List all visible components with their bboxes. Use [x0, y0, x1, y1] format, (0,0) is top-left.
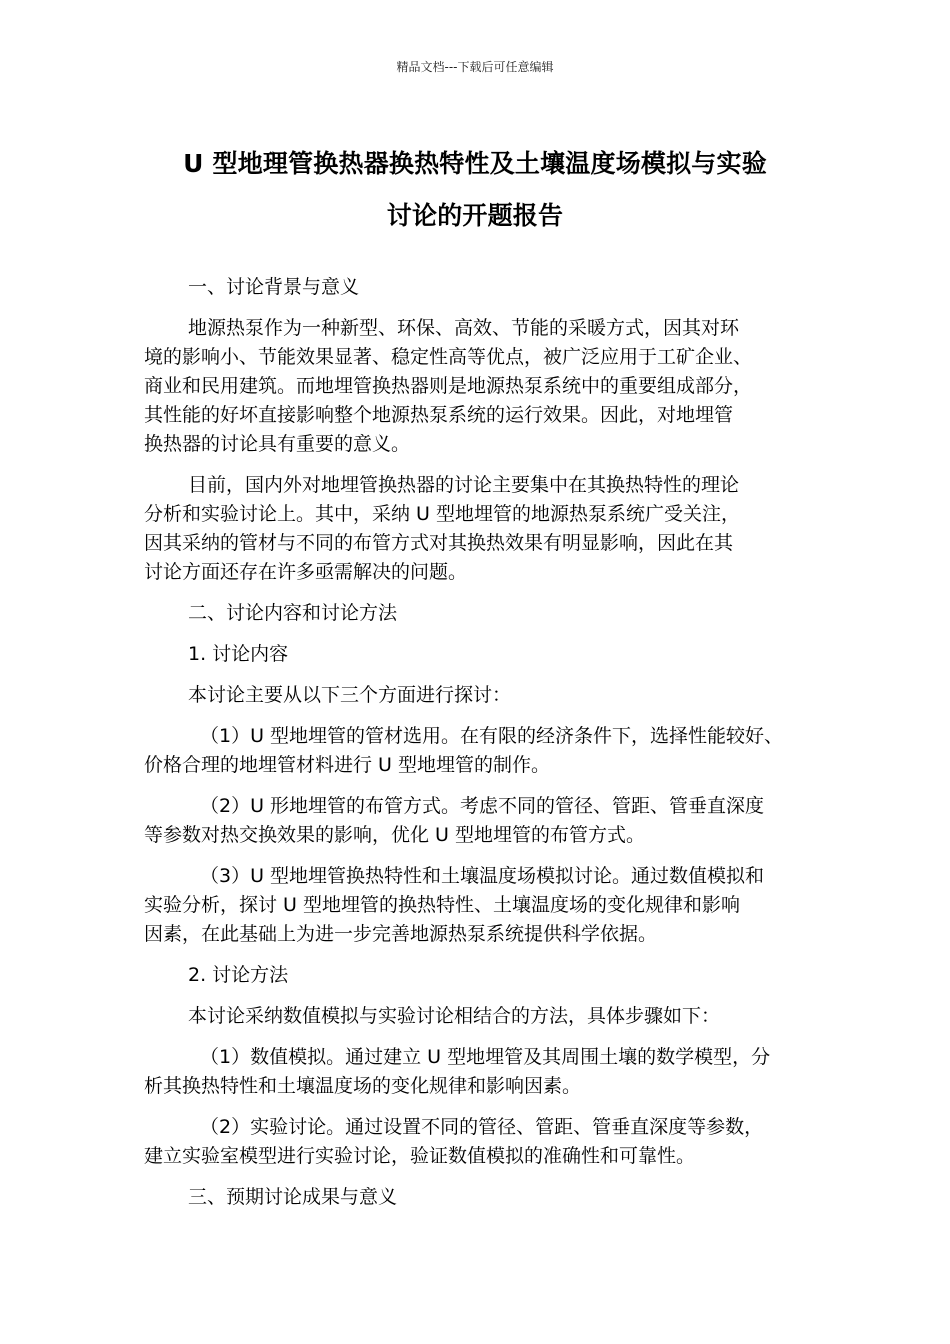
- text-line: 商业和民用建筑。而地埋管换热器则是地源热泵系统中的重要组成部分，: [144, 375, 753, 397]
- research-methods-item-2: [144, 1113, 816, 1171]
- research-content-intro: 本讨论主要从以下三个方面进行探讨：: [188, 684, 512, 706]
- text-line: 因素，在此基础上为进一步完善地源热泵系统提供科学依据。: [144, 923, 658, 945]
- subheading-research-methods: 2. 讨论方法: [188, 964, 289, 986]
- text-line: 讨论方面还存在许多亟需解决的问题。: [144, 561, 468, 583]
- title-line-2: 讨论的开题报告: [386, 201, 564, 230]
- section-heading-expected-results: 三、预期讨论成果与意义: [188, 1186, 398, 1208]
- text-line: 因其采纳的管材与不同的布管方式对其换热效果有明显影响，因此在其: [144, 532, 734, 554]
- text-line: 目前，国内外对地埋管换热器的讨论主要集中在其换热特性的理论: [188, 474, 740, 496]
- document-body: [144, 273, 816, 1224]
- research-methods-intro: 本讨论采纳数值模拟与实验讨论相结合的方法，具体步骤如下：: [188, 1005, 721, 1027]
- text-line: 地源热泵作为一种新型、环保、高效、节能的采暖方式，因其对环: [188, 317, 740, 339]
- research-content-item-3: [144, 862, 816, 949]
- text-line: （3）U 型地埋管换热特性和土壤温度场模拟讨论。通过数值模拟和: [200, 865, 765, 887]
- text-line: 分析和实验讨论上。其中，采纳 U 型地埋管的地源热泵系统广受关注，: [144, 503, 740, 525]
- text-line: 实验分析，探讨 U 型地埋管的换热特性、土壤温度场的变化规律和影响: [144, 894, 740, 916]
- research-content-item-2: [144, 792, 816, 850]
- paragraph-background-1: [144, 314, 816, 459]
- text-line: （1）数值模拟。通过建立 U 型地埋管及其周围土壤的数学模型，分: [200, 1046, 771, 1068]
- section-heading-background: 一、讨论背景与意义: [188, 276, 360, 298]
- text-line: 等参数对热交换效果的影响，优化 U 型地埋管的布管方式。: [144, 824, 645, 846]
- title-line-1: U 型地理管换热器换热特性及土壤温度场模拟与实验: [183, 149, 767, 178]
- text-line: 其性能的好坏直接影响整个地源热泵系统的运行效果。因此，对地埋管: [144, 404, 734, 426]
- text-line: 析其换热特性和土壤温度场的变化规律和影响因素。: [144, 1075, 582, 1097]
- text-line: （2）U 形地埋管的布管方式。考虑不同的管径、管距、管垂直深度: [200, 795, 765, 817]
- text-line: 境的影响小、节能效果显著、稳定性高等优点，被广泛应用于工矿企业、: [144, 346, 753, 368]
- subheading-research-content: 1. 讨论内容: [188, 643, 289, 665]
- text-line: 换热器的讨论具有重要的意义。: [144, 433, 411, 455]
- text-line: （1）U 型地埋管的管材选用。在有限的经济条件下，选择性能较好、: [200, 725, 784, 747]
- document-title: [0, 138, 950, 242]
- section-heading-content-methods: 二、讨论内容和讨论方法: [188, 602, 398, 624]
- text-line: 价格合理的地埋管材料进行 U 型地埋管的制作。: [144, 754, 550, 776]
- text-line: 建立实验室模型进行实验讨论，验证数值模拟的准确性和可靠性。: [144, 1145, 696, 1167]
- paragraph-background-2: [144, 471, 816, 587]
- research-content-item-1: [144, 722, 816, 780]
- header-watermark: 精品文档---下载后可任意编辑: [396, 60, 554, 74]
- text-line: （2）实验讨论。通过设置不同的管径、管距、管垂直深度等参数，: [200, 1116, 764, 1138]
- research-methods-item-1: [144, 1043, 816, 1101]
